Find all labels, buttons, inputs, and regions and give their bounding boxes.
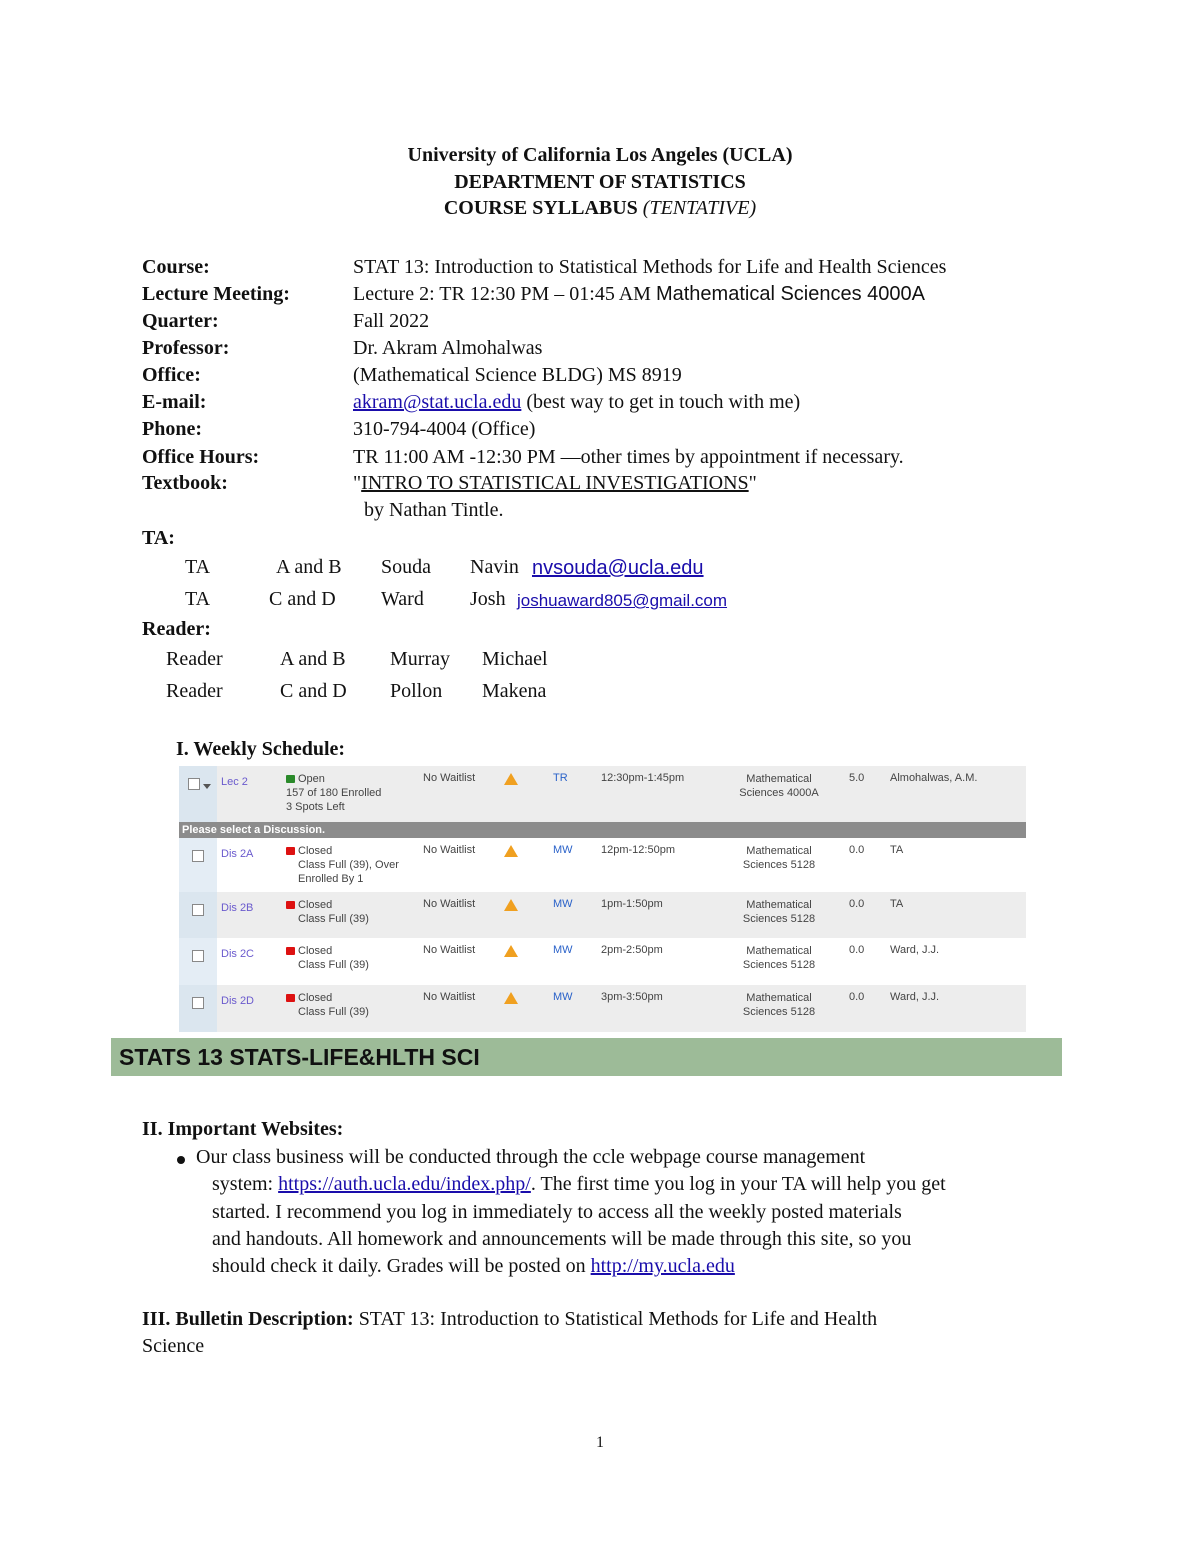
websites-heading xyxy=(142,1118,343,1141)
phone-label: Phone: xyxy=(142,418,202,440)
discussion-instructor: Ward, J.J. xyxy=(890,991,940,1003)
reader-sections: C and D xyxy=(280,680,347,702)
reader-label: Reader: xyxy=(142,618,211,640)
department-title: DEPARTMENT OF STATISTICS xyxy=(454,171,746,193)
ta-last-name: Ward xyxy=(381,588,424,610)
university-title: University of California Los Angeles (UCLA) xyxy=(407,144,793,166)
course-label: Course: xyxy=(142,256,210,278)
websites-heading-text: II. Important Websites: xyxy=(142,1118,344,1140)
discussion-time: 12pm-12:50pm xyxy=(601,844,675,856)
discussion-days[interactable]: MW xyxy=(553,844,573,856)
ta-label: TA: xyxy=(142,527,175,549)
email-note: (best way to get in touch with me) xyxy=(521,391,801,413)
warning-icon[interactable] xyxy=(504,992,518,1004)
bulletin-heading: III. Bulletin Description: xyxy=(142,1308,354,1330)
discussion-waitlist: No Waitlist xyxy=(423,898,476,910)
discussion-location: Mathematical Sciences 5128 xyxy=(742,945,816,971)
warning-icon[interactable] xyxy=(504,845,518,857)
discussion-section-link[interactable]: Dis 2B xyxy=(221,902,254,914)
lecture-value xyxy=(353,283,925,306)
reader-role: Reader xyxy=(166,680,223,702)
discussion-location: Mathematical Sciences 5128 xyxy=(742,899,816,925)
lecture-enrolled: 157 of 180 Enrolled xyxy=(286,787,382,799)
discussion-status-text: Closed xyxy=(298,945,333,957)
office-value: (Mathematical Science BLDG) MS 8919 xyxy=(353,364,682,386)
discussion-status xyxy=(286,944,408,972)
ta-last-name: Souda xyxy=(381,556,431,578)
quarter-label: Quarter: xyxy=(142,310,219,332)
discussion-row[interactable] xyxy=(179,938,1026,985)
ta-role: TA xyxy=(185,588,211,610)
discussion-status-text: Closed xyxy=(298,845,333,857)
lock-icon xyxy=(286,847,295,855)
checkbox-column xyxy=(179,766,217,822)
phone-value: 310-794-4004 (Office) xyxy=(353,418,536,440)
discussion-location: Mathematical Sciences 5128 xyxy=(742,845,816,871)
quote-open: " xyxy=(353,472,362,494)
lecture-waitlist: No Waitlist xyxy=(423,772,476,784)
textbook-label: Textbook: xyxy=(142,472,228,494)
schedule-table xyxy=(179,766,1026,1032)
discussion-units: 0.0 xyxy=(849,898,865,910)
discussion-section-link[interactable]: Dis 2C xyxy=(221,948,255,960)
lecture-location: Mathematical Sciences 4000A xyxy=(655,283,926,305)
discussion-status-text: Closed xyxy=(298,992,333,1004)
office-hours-label: Office Hours: xyxy=(142,446,260,468)
warning-icon[interactable] xyxy=(504,899,518,911)
warning-icon[interactable] xyxy=(504,945,518,957)
discussion-detail: Class Full (39) xyxy=(298,1006,369,1018)
quote-close: " xyxy=(748,472,757,494)
lecture-row[interactable] xyxy=(179,766,1026,822)
textbook-value xyxy=(353,472,757,495)
course-value: STAT 13: Introduction to Statistical Methods for Life and Health Sciences xyxy=(353,256,947,278)
lecture-time: 12:30pm-1:45pm xyxy=(601,772,685,784)
discussion-status xyxy=(286,844,408,886)
discussion-checkbox[interactable] xyxy=(192,850,204,862)
discussion-checkbox[interactable] xyxy=(192,997,204,1009)
ta-first-name: Josh xyxy=(470,588,506,610)
lecture-instructor: Almohalwas, A.M. xyxy=(890,772,978,784)
reader-sections: A and B xyxy=(280,648,346,670)
websites-line-5 xyxy=(212,1255,735,1278)
bullet-icon xyxy=(177,1156,185,1164)
reader-role: Reader xyxy=(166,648,223,670)
reader-first-name: Michael xyxy=(482,648,548,670)
myucla-link[interactable]: http://my.ucla.edu xyxy=(590,1255,735,1277)
discussion-days[interactable]: MW xyxy=(553,944,573,956)
discussion-waitlist: No Waitlist xyxy=(423,844,476,856)
discussion-days[interactable]: MW xyxy=(553,898,573,910)
bulletin-text: STAT 13: Introduction to Statistical Methods for Life and Health xyxy=(353,1308,878,1330)
websites-line-4: and handouts. All homework and announcements will be made through this site, so you xyxy=(212,1228,912,1250)
lecture-days[interactable]: TR xyxy=(553,772,568,784)
discussion-bar-text: Please select a Discussion. xyxy=(182,824,326,836)
syllabus-label: COURSE SYLLABUS xyxy=(443,197,638,219)
quarter-value: Fall 2022 xyxy=(353,310,430,332)
discussion-waitlist: No Waitlist xyxy=(423,991,476,1003)
discussion-row[interactable] xyxy=(179,838,1026,892)
discussion-detail: Class Full (39) xyxy=(298,913,369,925)
discussion-detail: Class Full (39), Over Enrolled By 1 xyxy=(298,859,399,885)
discussion-units: 0.0 xyxy=(849,991,865,1003)
textbook-title: INTRO TO STATISTICAL INVESTIGATIONS xyxy=(361,472,749,494)
office-hours-value: TR 11:00 AM -12:30 PM —other times by appointment if necessary. xyxy=(353,446,904,468)
course-banner xyxy=(111,1038,1062,1076)
discussion-time: 2pm-2:50pm xyxy=(601,944,663,956)
websites-line-2-pre: system: xyxy=(212,1173,279,1195)
discussion-bar xyxy=(179,822,1026,838)
page-number: 1 xyxy=(596,1434,604,1451)
websites-line-2 xyxy=(212,1173,946,1196)
discussion-status-text: Closed xyxy=(298,899,333,911)
unlocked-icon xyxy=(286,775,295,783)
expand-caret-icon[interactable] xyxy=(203,780,211,792)
websites-line-1: Our class business will be conducted through the ccle webpage course management xyxy=(196,1146,866,1168)
professor-value: Dr. Akram Almohalwas xyxy=(353,337,543,359)
discussion-location: Mathematical Sciences 5128 xyxy=(742,992,816,1018)
discussion-section-link[interactable]: Dis 2A xyxy=(221,848,254,860)
course-banner-text: STATS 13 STATS-LIFE&HLTH SCI xyxy=(119,1044,480,1070)
professor-label: Professor: xyxy=(142,337,230,359)
email-value xyxy=(353,391,800,414)
weekly-schedule-heading: I. Weekly Schedule: xyxy=(176,738,346,760)
syllabus-note: (TENTATIVE) xyxy=(642,197,757,219)
bulletin-line-1 xyxy=(142,1308,877,1331)
lecture-checkbox[interactable] xyxy=(188,778,200,790)
office-label: Office: xyxy=(142,364,201,386)
ta-sections: A and B xyxy=(276,556,342,578)
discussion-units: 0.0 xyxy=(849,844,865,856)
warning-icon[interactable] xyxy=(504,773,518,785)
lecture-spots: 3 Spots Left xyxy=(286,801,345,813)
lock-icon xyxy=(286,994,295,1002)
lecture-status xyxy=(286,772,408,814)
discussion-days[interactable]: MW xyxy=(553,991,573,1003)
ta-first-name: Navin xyxy=(470,556,519,578)
email-link[interactable]: akram@stat.ucla.edu xyxy=(353,391,522,413)
discussion-instructor: TA xyxy=(890,844,904,856)
ta-email-link[interactable]: joshuaward805@gmail.com xyxy=(517,591,728,610)
lecture-status-text: Open xyxy=(298,773,325,785)
lecture-time: Lecture 2: TR 12:30 PM – 01:45 AM xyxy=(353,283,651,305)
reader-last-name: Pollon xyxy=(390,680,443,702)
discussion-time: 3pm-3:50pm xyxy=(601,991,663,1003)
discussion-checkbox[interactable] xyxy=(192,950,204,962)
syllabus-title xyxy=(0,197,1200,220)
lecture-units: 5.0 xyxy=(849,772,865,784)
lock-icon xyxy=(286,947,295,955)
lecture-section-link[interactable]: Lec 2 xyxy=(221,776,248,788)
ta-sections: C and D xyxy=(269,588,336,610)
websites-line-5-pre: should check it daily. Grades will be posted on xyxy=(212,1255,591,1277)
discussion-row[interactable] xyxy=(179,892,1026,938)
ccle-link[interactable]: https://auth.ucla.edu/index.php/ xyxy=(278,1173,531,1195)
discussion-units: 0.0 xyxy=(849,944,865,956)
lecture-label: Lecture Meeting: xyxy=(142,283,290,305)
reader-last-name: Murray xyxy=(390,648,450,670)
discussion-section-link[interactable]: Dis 2D xyxy=(221,995,255,1007)
websites-line-3: started. I recommend you log in immediately to access all the weekly posted materials xyxy=(212,1201,902,1223)
ta-role: TA xyxy=(185,556,211,578)
discussion-status xyxy=(286,991,408,1019)
discussion-detail: Class Full (39) xyxy=(298,959,369,971)
reader-first-name: Makena xyxy=(482,680,547,702)
textbook-author: by Nathan Tintle. xyxy=(364,499,504,521)
email-label: E-mail: xyxy=(142,391,207,413)
bulletin-line-2: Science xyxy=(142,1335,205,1357)
discussion-waitlist: No Waitlist xyxy=(423,944,476,956)
lock-icon xyxy=(286,901,295,909)
discussion-checkbox[interactable] xyxy=(192,904,204,916)
ta-email-link[interactable]: nvsouda@ucla.edu xyxy=(532,557,704,579)
discussion-row[interactable] xyxy=(179,985,1026,1032)
discussion-instructor: Ward, J.J. xyxy=(890,944,940,956)
discussion-instructor: TA xyxy=(890,898,904,910)
discussion-status xyxy=(286,898,408,926)
lecture-location: Mathematical Sciences 4000A xyxy=(739,773,819,799)
websites-line-2-post: . The first time you log in your TA will help you get xyxy=(530,1173,946,1195)
discussion-time: 1pm-1:50pm xyxy=(601,898,663,910)
